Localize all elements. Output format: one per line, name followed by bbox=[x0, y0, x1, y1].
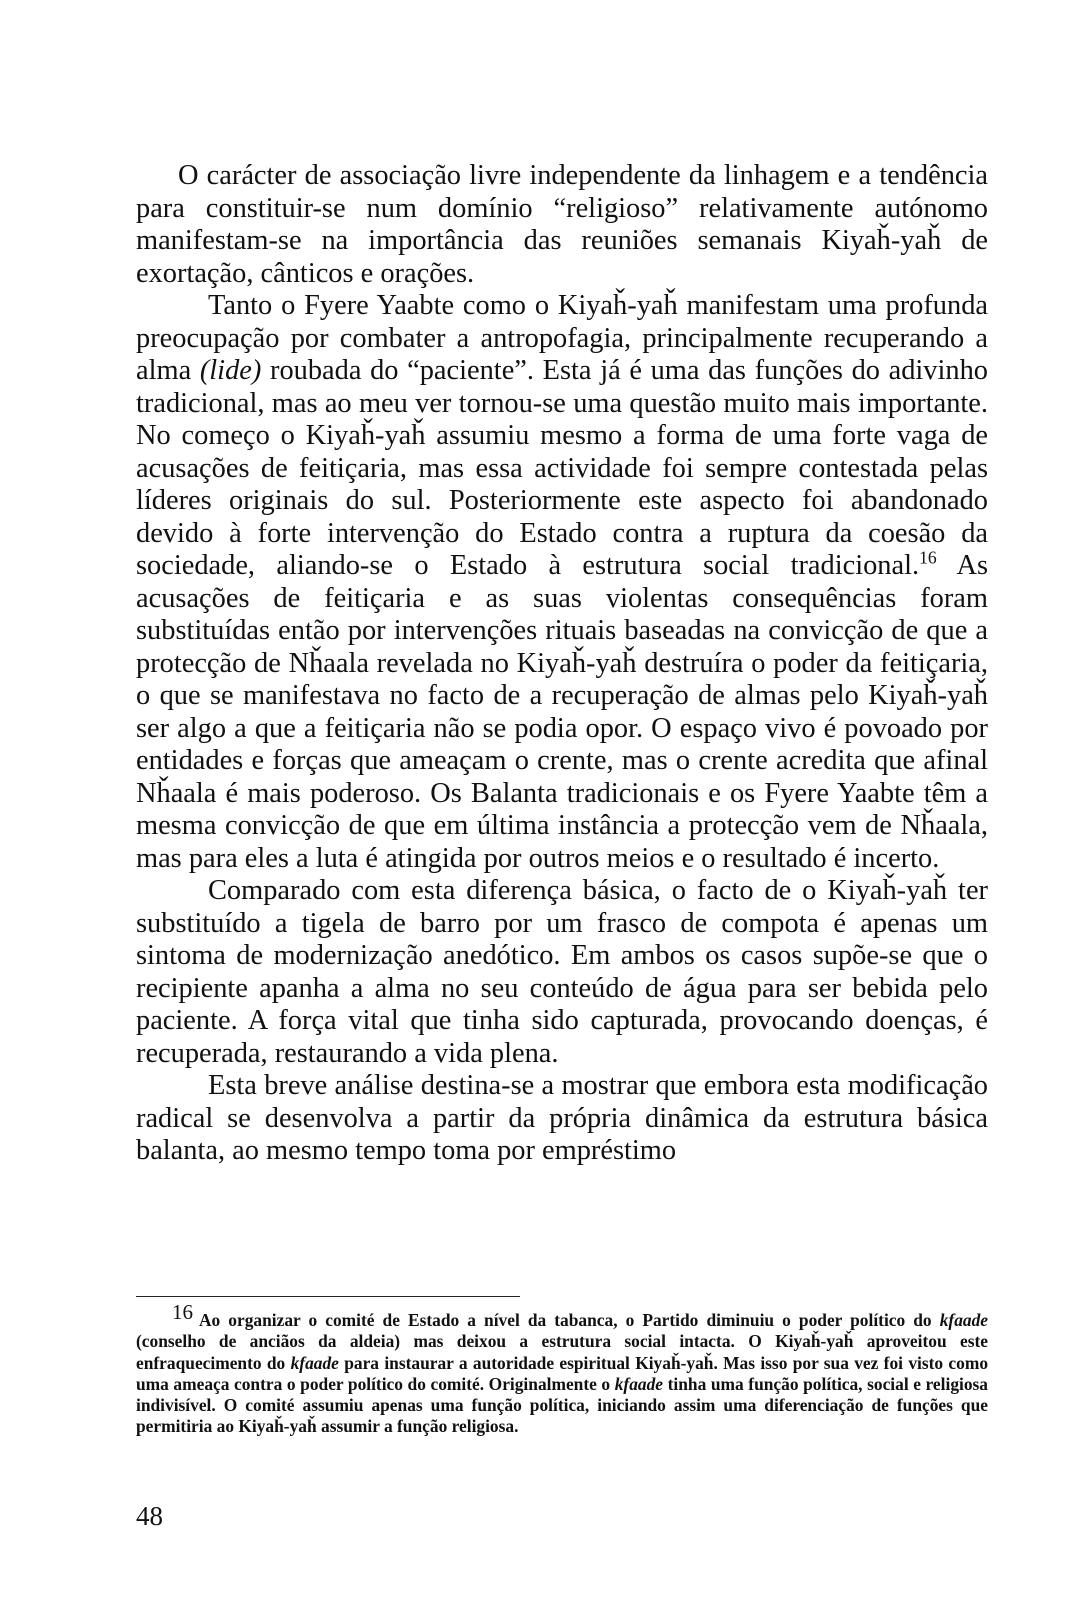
page-number: 48 bbox=[136, 1501, 163, 1531]
paragraph-4 bbox=[136, 1070, 988, 1168]
paragraph-4-text: Esta breve análise destina-se a mostrar que embora esta modificação radical se desenvolva a partir da própria dinâmica da estrutura básica balanta, ao mesmo tempo toma por empréstimo bbox=[136, 1070, 988, 1166]
footnote bbox=[136, 1300, 989, 1438]
footnote-text-4: tinha uma função política, social e religiosa indivisível. O comité assumiu apenas uma função política, iniciando assim uma diferenciação de funções que permitiria ao Kiyaȟ-yaȟ assumir a função religiosa. bbox=[136, 1373, 989, 1437]
footnote-reference[interactable]: 16 bbox=[919, 547, 937, 568]
paragraph-2-text-a: Tanto o Fyere Yaabte como o Kiyaȟ-yaȟ manifestam uma profunda preocupação por combater a antropofagia, principalmente recuperando a alma bbox=[136, 290, 988, 386]
term-lide: (lide) bbox=[199, 355, 262, 386]
paragraph-2-text-c: As acusações de feitiçaria e as suas violentas consequências foram substituídas então por intervenções rituais baseadas na convicção de que a protecção de Nȟaala revelada no Kiyaȟ-yaȟ destruíra o poder da feitiçaria, o que se manifestava no facto de a recuperação de almas pelo Kiyaȟ-yaȟ ser algo a que a feitiçaria não se podia opor. O espaço vivo é povoado por entidades e forças que ameaçam o crente, mas o crente acredita que afinal Nȟaala é mais poderoso. Os Balanta tradicionais e os Fyere Yaabte têm a mesma convicção de que em última instância a protecção vem de Nȟaala, mas para eles a luta é atingida por outros meios e o resultado é incerto. bbox=[136, 550, 989, 874]
term-kfaade: kfaade bbox=[939, 1310, 988, 1330]
term-kfaade: kfaade bbox=[614, 1373, 664, 1394]
footnote-text-1: Ao organizar o comité de Estado a nível da tabanca, o Partido diminuiu o poder político do bbox=[199, 1310, 932, 1330]
paragraph-2 bbox=[136, 290, 988, 875]
paragraph-1 bbox=[136, 160, 988, 290]
main-text bbox=[136, 160, 988, 1168]
footnote-16 bbox=[136, 1300, 989, 1438]
footnote-text-3: para instaurar a autoridade espiritual Kiyaȟ-yaȟ. Mas isso por sua vez foi visto como uma ameaça contra o poder político do comité. Originalmente o bbox=[136, 1352, 989, 1394]
footnote-number: 16 bbox=[172, 1300, 193, 1325]
footnote-separator bbox=[136, 1296, 520, 1297]
term-kfaade: kfaade bbox=[290, 1352, 339, 1373]
paragraph-2-text-b: roubada do “paciente”. Esta já é uma das funções do adivinho tradicional, mas ao meu ver tornou-se uma questão muito mais importante. No começo o Kiyaȟ-yaȟ assumiu mesmo a forma de uma forte vaga de acusações de feitiçaria, mas essa actividade foi sempre contestada pelas líderes originais do sul. Posteriormente este aspecto foi abandonado devido à forte intervenção do Estado contra a ruptura da coesão da sociedade, aliando-se o Estado à estrutura social tradicional. bbox=[136, 355, 988, 581]
paragraph-3 bbox=[136, 875, 988, 1070]
footnote-text-2: (conselho de anciãos da aldeia) mas deixou a estrutura social intacta. O Kiyaȟ-yaȟ aproveitou este enfraquecimento do bbox=[136, 1331, 988, 1373]
paragraph-1-text: O carácter de associação livre independente da linhagem e a tendência para constituir-se num domínio “religioso” relativamente autónomo manifestam-se na importância das reuniões semanais Kiyaȟ-yaȟ de exortação, cânticos e orações. bbox=[136, 160, 988, 289]
paragraph-3-text: Comparado com esta diferença básica, o facto de o Kiyaȟ-yaȟ ter substituído a tigela de barro por um frasco de compota é apenas um sintoma de modernização anedótico. Em ambos os casos supõe-se que o recipiente apanha a alma no seu conteúdo de água para ser bebida pelo paciente. A força vital que tinha sido capturada, provocando doenças, é recuperada, restaurando a vida plena. bbox=[136, 875, 988, 1069]
